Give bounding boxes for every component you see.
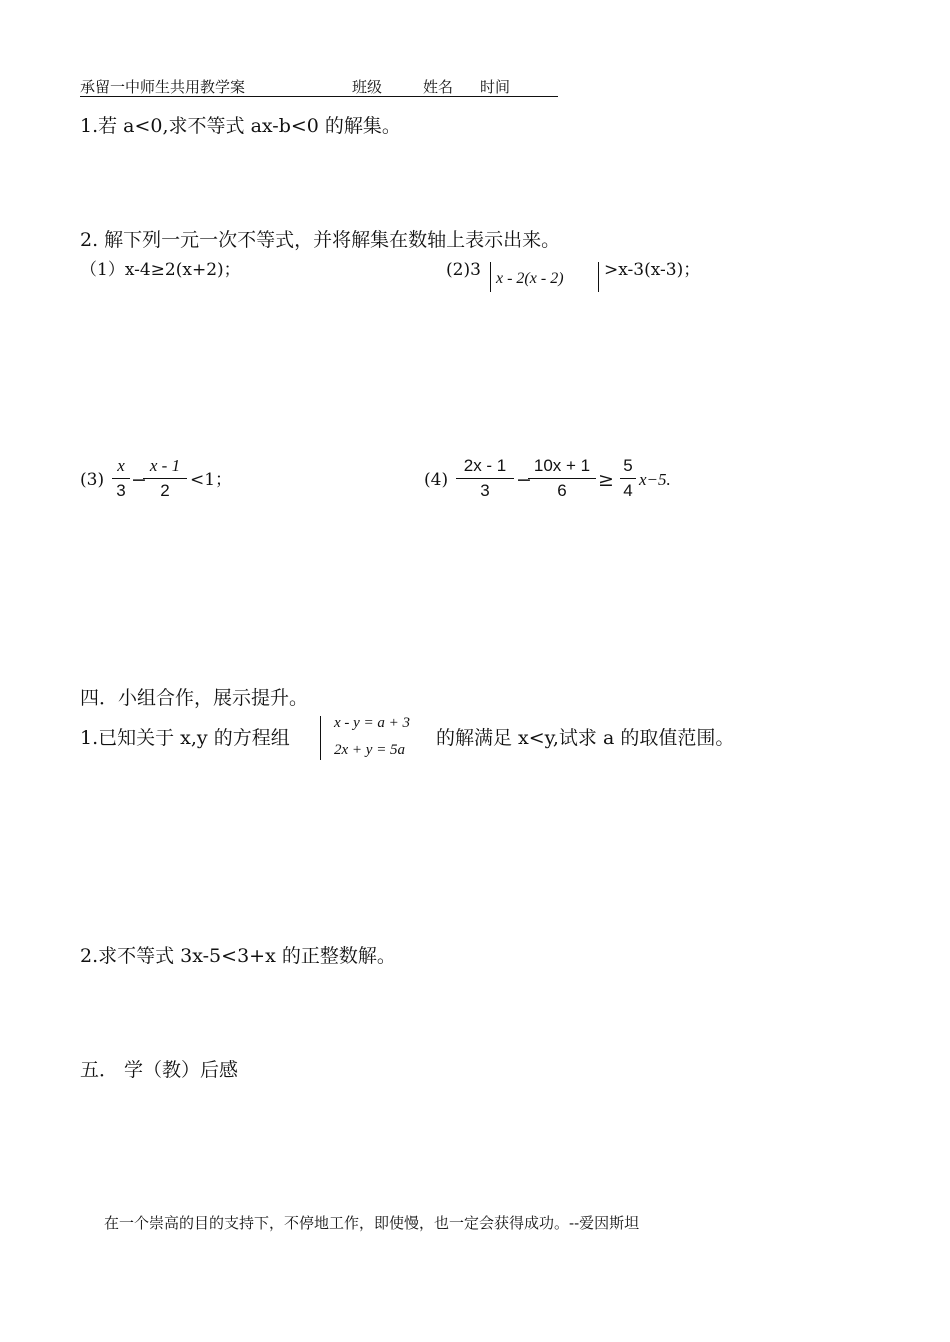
numerator: 10x + 1: [533, 456, 591, 475]
question-1: 1.若 a<0,求不等式 ax-b<0 的解集。: [80, 115, 401, 137]
section-4-question-2: 2.求不等式 3x-5<3+x 的正整数解。: [80, 945, 396, 967]
denominator: 2: [160, 481, 170, 500]
numerator: x - 1: [149, 456, 181, 475]
fraction-x-minus-1-over-2: [143, 456, 187, 501]
numerator: 5: [623, 456, 633, 475]
question-2-part-2-inner: x - 2(x - 2): [496, 270, 564, 287]
fraction-bar: [143, 478, 187, 479]
fraction-10x-plus-1-over-6: [528, 456, 596, 501]
numerator: 2x - 1: [463, 456, 507, 475]
greater-equal-sign: ≥: [598, 469, 614, 491]
school-name: 承留一中师生共用教学案: [80, 78, 246, 96]
question-2-part-4-prefix: (4): [424, 470, 449, 490]
question-2-part-4-suffix: x−5.: [639, 470, 671, 489]
equation-1: x - y = a + 3: [334, 715, 411, 731]
fraction-bar: [620, 478, 636, 479]
fraction-bar: [112, 478, 130, 479]
denominator: 4: [623, 481, 633, 500]
denominator: 3: [480, 481, 490, 500]
footer-quote: 在一个崇高的目的支持下，不停地工作，即使慢，也一定会获得成功。--爱因斯坦: [104, 1214, 640, 1232]
question-2-part-1: （1）x-4≥2(x+2)；: [80, 260, 241, 280]
minus-sign: −: [131, 469, 147, 491]
fraction-2x-minus-1-over-3: [456, 456, 514, 501]
question-2-title: 2. 解下列一元一次不等式，并将解集在数轴上表示出来。: [80, 229, 561, 251]
section-4-question-1-prefix: 1.已知关于 x,y 的方程组: [80, 727, 290, 749]
fraction-bar: [456, 478, 514, 479]
section-4-title: 四．小组合作，展示提升。: [80, 687, 309, 709]
page-header: [80, 78, 558, 97]
name-label: 姓名: [423, 78, 454, 96]
section-4-question-1-suffix: 的解满足 x<y,试求 a 的取值范围。: [436, 727, 735, 749]
time-label: 时间: [480, 78, 511, 96]
right-bracket: [598, 262, 599, 292]
question-2-part-3-suffix: <1；: [190, 470, 233, 490]
minus-sign: −: [516, 469, 532, 491]
denominator: 3: [116, 481, 126, 500]
class-label: 班级: [352, 78, 383, 96]
system-brace: [320, 716, 321, 760]
fraction-bar: [528, 478, 596, 479]
numerator: x: [117, 456, 125, 475]
question-2-part-2-prefix: (2)3: [446, 260, 481, 280]
equation-2: 2x + y = 5a: [334, 742, 406, 758]
fraction-x-over-3: [112, 456, 130, 501]
question-2-part-2-suffix: >x-3(x-3)；: [604, 260, 701, 280]
left-bracket: [490, 262, 491, 292]
section-5-title: 五． 学（教）后感: [80, 1059, 239, 1081]
denominator: 6: [557, 481, 567, 500]
question-2-part-3-prefix: (3): [80, 470, 105, 490]
fraction-5-over-4: [620, 456, 636, 501]
